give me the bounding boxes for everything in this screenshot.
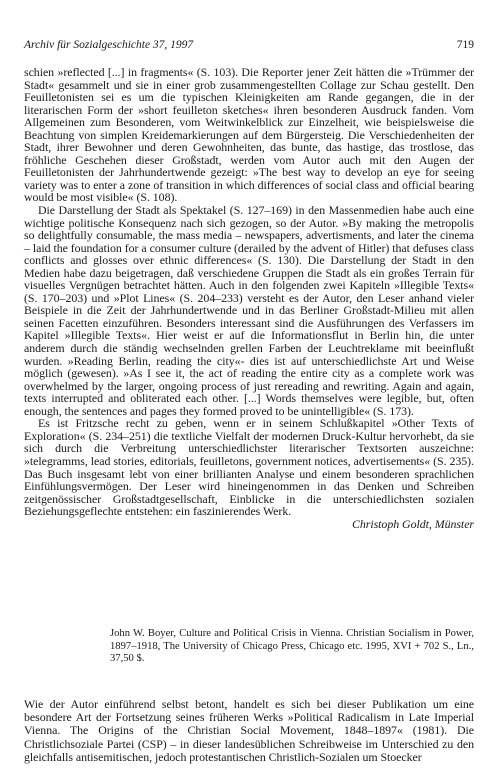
review-fritzsche [24, 66, 474, 530]
paragraph: Die Darstellung der Stadt als Spektakel (S. 127–169) in den Massenmedien habe auch eine wichtige politische Konsequenz nach sich gezogen, so der Autor. »By making the metropolis so delightfully consumable, the mass media – newspapers, advertisments, and later the cinema – laid the foundation for a consumer culture (derailed by the advent of Hitler) that defuses class conflicts and glosses over ethnic differences« (S. 130). Die Darstellung der Stadt in den Medien habe dazu beigetragen, daß verschiedene Gruppen die Stadt als ein großes Terrain für visuelles Vergnügen betrachtet hätten. Auch in den folgenden zwei Kapiteln »Illegible Texts« (S. 170–203) und »Plot Lines« (S. 204–233) versteht es der Autor, den Leser anhand vieler Beispiele in die Zeit der Jahrhundertwende und in das Berliner Großstadt-Milieu mit allen seinen Facetten einzuführen. Besonders interessant sind die Ausführungen des Verfassers im Kapitel »Illegible Texts«. Hier weist er auf die Informationsflut in Berlin hin, die unter anderem durch die ständig wechselnden grellen Farben der Leuchtreklame mit beeinflußt wurden. »Reading Berlin, reading the city«- dies ist auf unterschiedlichste Art und Weise möglich (gewesen). »As I see it, the act of reading the entire city as a complete work was overwhelmed by the larger, ongoing process of just rereading and rewriting. Again and again, texts interrupted and obliterated each other. [...] Words themselves were legible, but, often enough, the sentences and pages they formed proved to be unintelligible« (S. 173). [24, 203, 474, 418]
paragraph: Es ist Fritzsche recht zu geben, wenn er in seinem Schlußkapitel »Other Texts of Exploration« (S. 234–251) die textliche Vielfalt der modernen Druck-Kultur hervorhebt, da sie sich durch die Verbreitung unterschiedlichster literarischer Textsorten auszeichne: »telegramms, lead stories, editorials, feuilletons, government notices, advertisements« (S. 235). Das Buch insgesamt lebt von einer brillianten Analyse und einem besonderen sprachlichen Einfühlungsvermögen. Der Leser wird hineingenommen in das Denken und Schreiben zeitgenössischer Großstadtgesellschaft, Einblicke in die unterschiedlichsten sozialen Beziehungsgeflechte entstehen: ein faszinierendes Werk. [24, 416, 474, 519]
running-head [24, 38, 474, 52]
reviewer-signature: Christoph Goldt, Münster [351, 516, 474, 531]
book-bibliography: John W. Boyer, Culture and Political Crisis in Vienna. Christian Socialism in Power, 1897–1918, The University of Chicago Press, Chicago etc. 1995, XVI + 702 S., Ln., 37,50 $. [110, 628, 474, 665]
journal-title: Archiv für Sozialgeschichte 37, 1997 [24, 39, 194, 51]
paragraph: schien »reflected [...] in fragments« (S. 103). Die Reporter jener Zeit hätten die »Trümmer der Stadt« gesammelt und sie in einer grob zusammengestellten Collage zur Schau gestellt. Den Feuilletonisten sei es um die typischen Kleinigkeiten am Rande gegangen, die in der literarischen Form der »short feuilleton sketches« ihren besonderen Ausdruck fanden. Vom Allgemeinen zum Besonderen, vom Weitwinkelblick zur Einzelheit, wie beispielsweise die Beachtung von simplen Kreidemarkierungen auf dem Bürgersteig. Die Verschiedenheiten der Stadt, ihrer Bewohner und deren Gewohnheiten, das bunte, das hastige, das trostlose, das fröhliche Geschehen dieser Großstadt, werden vom Autor auch mit den Augen der Feuilletonisten der Jahrhundertwende gezeigt: »The best way to develop an eye for seeing variety was to enter a zone of transition in which differences of social class and official bearing would be most visible« (S. 108). [24, 65, 474, 205]
review-boyer-intro: Wie der Autor einführend selbst betont, handelt es sich bei dieser Publikation um eine besondere Art der Fortsetzung seines früheren Werks »Political Radicalism in Late Imperial Vienna. The Origins of the Christian Social Movement, 1848–1897« (1981). Die Christlichsoziale Partei (CSP) – in dieser landesüblichen Schreibweise im Unterschied zu den gleichfalls antisemitischen, jedoch protestantischen Christlich-Sozialen um Stoecker [24, 697, 474, 764]
page-number: 719 [456, 39, 474, 51]
